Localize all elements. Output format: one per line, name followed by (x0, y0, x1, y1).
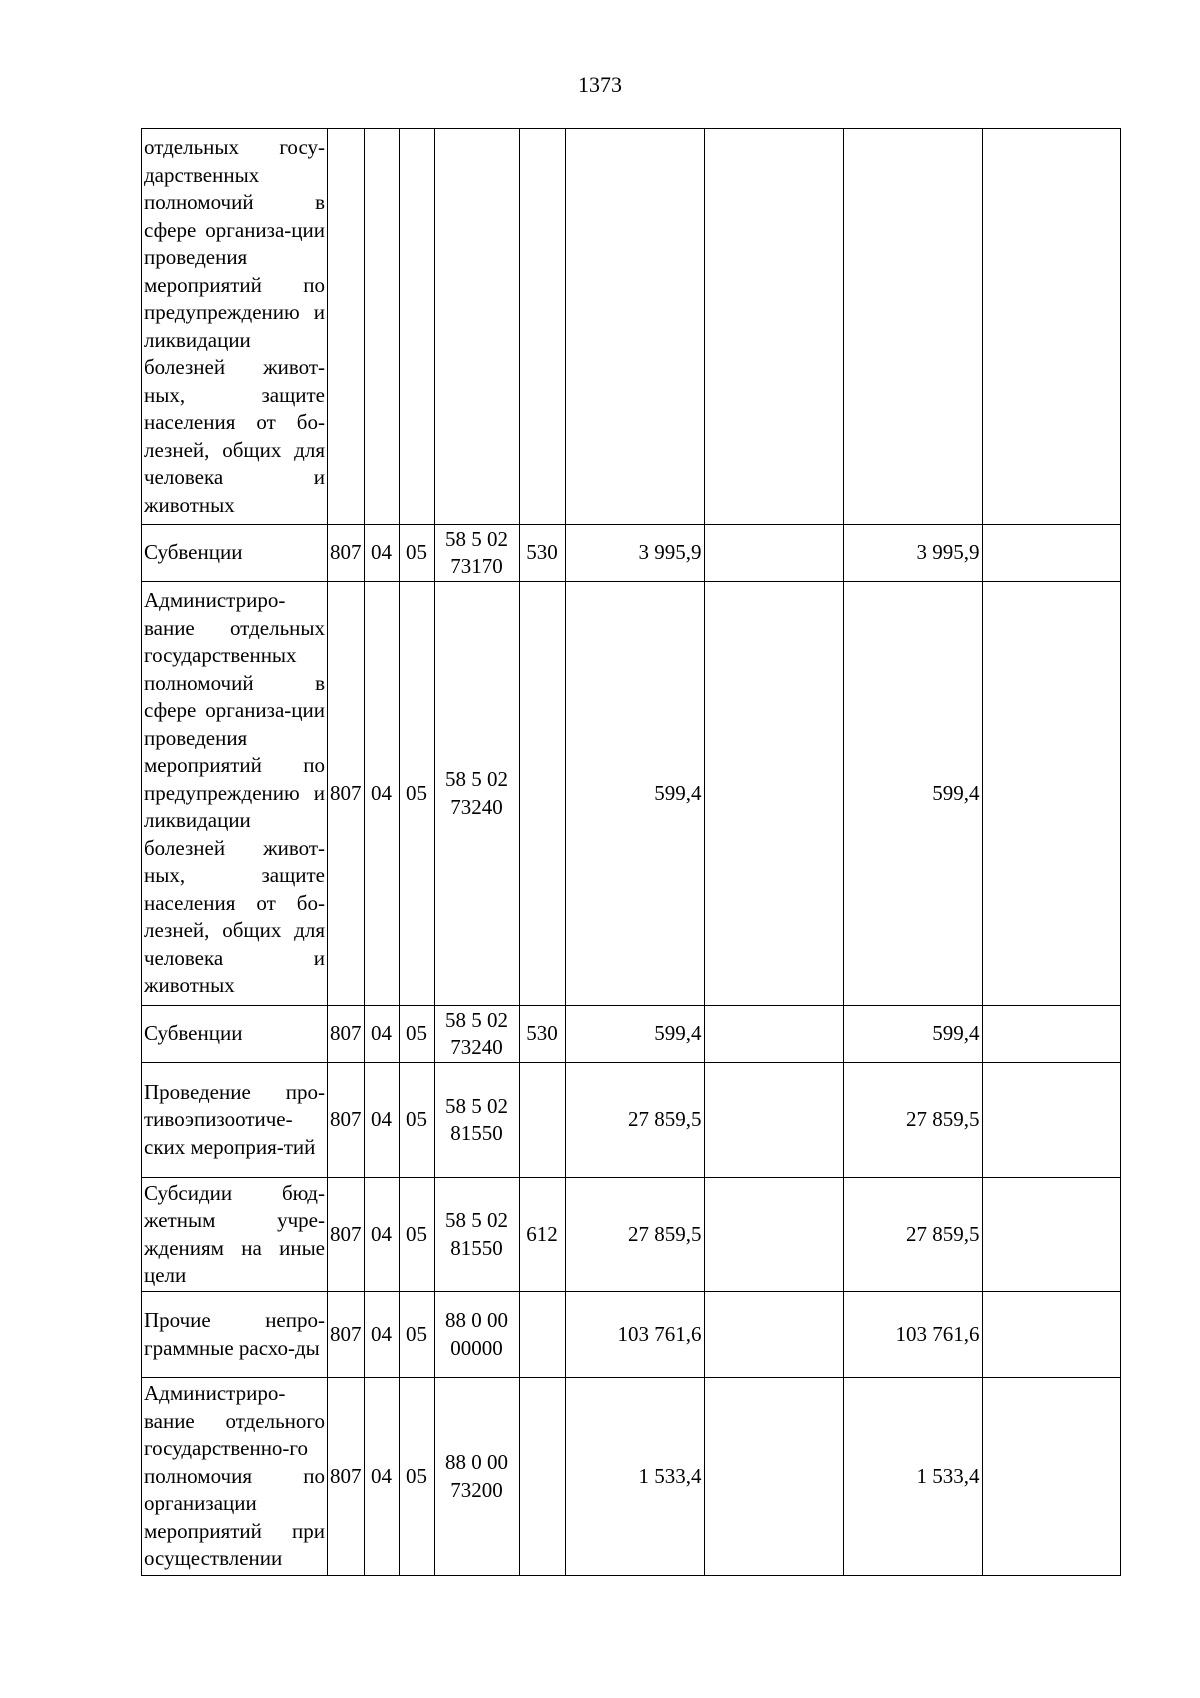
page-number: 1373 (578, 72, 622, 97)
row-rz: 04 (364, 1178, 399, 1292)
row-sum-3 (843, 129, 982, 525)
row-name: Администриро-вание отдельных государственных полномочий в сфере организа-ции проведения мероприятий по предупреждению и ликвидации болезней живот-ных, защите населения от бо-лезней, общих для человека и животных (142, 582, 328, 1006)
row-vr: 530 (519, 1006, 565, 1063)
row-sum-3: 103 761,6 (843, 1292, 982, 1378)
row-vr (519, 1378, 565, 1576)
row-sum-1: 1 533,4 (565, 1378, 704, 1576)
table-row (142, 1378, 1121, 1576)
row-csr: 58 5 02 81550 (434, 1063, 519, 1178)
row-sum-4 (982, 129, 1120, 525)
table-row (142, 1292, 1121, 1378)
row-pr: 05 (399, 1063, 434, 1178)
row-sum-1: 27 859,5 (565, 1178, 704, 1292)
row-csr: 58 5 02 73170 (434, 525, 519, 582)
row-vr: 530 (519, 525, 565, 582)
row-gr: 807 (328, 525, 365, 582)
row-rz: 04 (364, 582, 399, 1006)
row-sum-4 (982, 1292, 1120, 1378)
row-sum-4 (982, 1378, 1120, 1576)
row-rz: 04 (364, 525, 399, 582)
table-row (142, 1006, 1121, 1063)
table-row (142, 129, 1121, 525)
row-csr: 88 0 00 73200 (434, 1378, 519, 1576)
row-sum-3: 3 995,9 (843, 525, 982, 582)
row-sum-3: 1 533,4 (843, 1378, 982, 1576)
row-sum-2 (704, 1006, 843, 1063)
row-rz: 04 (364, 1378, 399, 1576)
row-name: Проведение про-тивоэпизоотиче-ских мероприя-тий (142, 1063, 328, 1178)
row-sum-2 (704, 129, 843, 525)
row-rz: 04 (364, 1063, 399, 1178)
row-vr (519, 1063, 565, 1178)
row-gr (328, 129, 365, 525)
table-row (142, 1063, 1121, 1178)
row-rz: 04 (364, 1006, 399, 1063)
row-pr: 05 (399, 525, 434, 582)
row-sum-4 (982, 1178, 1120, 1292)
row-vr (519, 582, 565, 1006)
row-gr: 807 (328, 1006, 365, 1063)
row-pr: 05 (399, 1006, 434, 1063)
row-sum-3: 599,4 (843, 582, 982, 1006)
table-row (142, 582, 1121, 1006)
row-pr (399, 129, 434, 525)
row-sum-1 (565, 129, 704, 525)
row-name: Субсидии бюд-жетным учре-ждениям на иные цели (142, 1178, 328, 1292)
row-pr: 05 (399, 582, 434, 1006)
row-vr (519, 1292, 565, 1378)
row-sum-1: 3 995,9 (565, 525, 704, 582)
row-sum-4 (982, 525, 1120, 582)
row-csr (434, 129, 519, 525)
row-csr: 88 0 00 00000 (434, 1292, 519, 1378)
budget-table (141, 128, 1121, 1576)
row-sum-4 (982, 1006, 1120, 1063)
row-pr: 05 (399, 1178, 434, 1292)
row-vr (519, 129, 565, 525)
row-gr: 807 (328, 1292, 365, 1378)
table-row (142, 1178, 1121, 1292)
row-name: Прочие непро-граммные расхо-ды (142, 1292, 328, 1378)
row-pr: 05 (399, 1292, 434, 1378)
row-sum-2 (704, 1178, 843, 1292)
row-csr: 58 5 02 73240 (434, 582, 519, 1006)
row-sum-1: 27 859,5 (565, 1063, 704, 1178)
row-gr: 807 (328, 1178, 365, 1292)
row-name: Субвенции (142, 1006, 328, 1063)
row-sum-2 (704, 1292, 843, 1378)
row-name: Администриро-вание отдельного государственно-го полномочия по организации мероприятий при осуществлении (142, 1378, 328, 1576)
row-sum-2 (704, 582, 843, 1006)
row-rz: 04 (364, 1292, 399, 1378)
row-gr: 807 (328, 582, 365, 1006)
row-sum-2 (704, 1378, 843, 1576)
row-sum-1: 599,4 (565, 582, 704, 1006)
row-sum-1: 599,4 (565, 1006, 704, 1063)
row-sum-2 (704, 525, 843, 582)
row-pr: 05 (399, 1378, 434, 1576)
row-sum-4 (982, 1063, 1120, 1178)
row-name: отдельных госу-дарственных полномочий в сфере организа-ции проведения мероприятий по предупреждению и ликвидации болезней живот-ных, защите населения от бо-лезней, общих для человека и животных (142, 129, 328, 525)
row-sum-4 (982, 582, 1120, 1006)
row-sum-3: 27 859,5 (843, 1063, 982, 1178)
row-gr: 807 (328, 1378, 365, 1576)
row-name: Субвенции (142, 525, 328, 582)
row-vr: 612 (519, 1178, 565, 1292)
table-row (142, 525, 1121, 582)
row-csr: 58 5 02 81550 (434, 1178, 519, 1292)
row-gr: 807 (328, 1063, 365, 1178)
row-sum-3: 599,4 (843, 1006, 982, 1063)
row-rz (364, 129, 399, 525)
row-sum-3: 27 859,5 (843, 1178, 982, 1292)
row-sum-2 (704, 1063, 843, 1178)
row-sum-1: 103 761,6 (565, 1292, 704, 1378)
row-csr: 58 5 02 73240 (434, 1006, 519, 1063)
